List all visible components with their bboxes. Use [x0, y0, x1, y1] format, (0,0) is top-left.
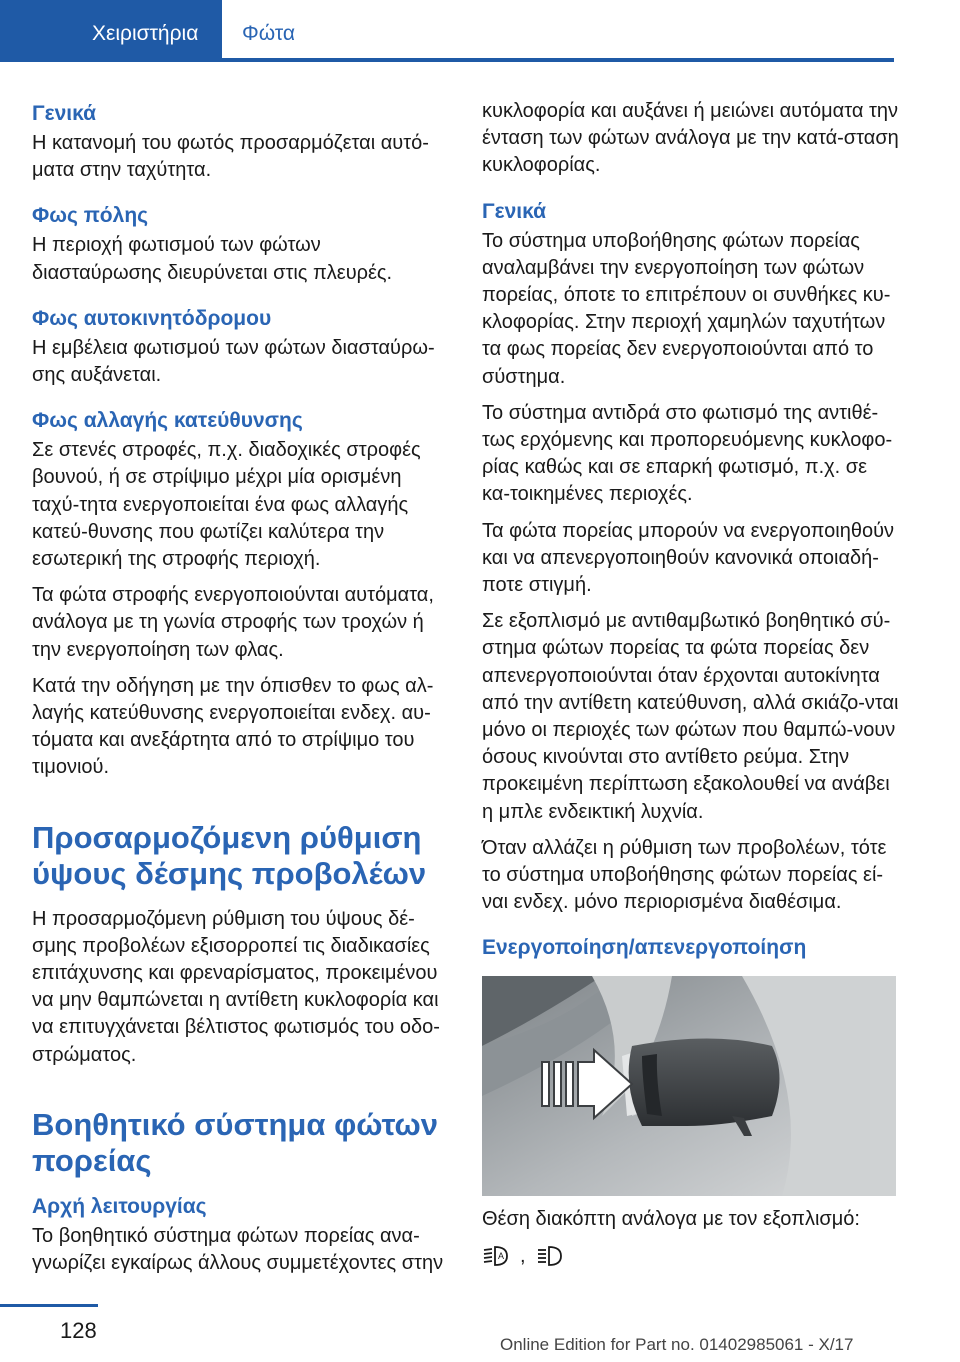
right-column — [482, 98, 900, 1270]
heading-highway-light: Φως αυτοκινητόδρομου — [32, 306, 272, 330]
stalk-switch-illustration — [482, 976, 896, 1196]
heading-principle: Αρχή λειτουργίας — [32, 1194, 207, 1218]
header-underline — [0, 58, 894, 62]
header-tabs — [0, 0, 960, 62]
paragraph: κυκλοφορία και αυξάνει ή μειώνει αυτόματα την ένταση των φώτων ανάλογα με την κατά-σταση κυκλοφορίας. — [482, 100, 899, 177]
edition-note: Online Edition for Part no. 01402985061 - X/17 — [500, 1335, 854, 1354]
high-beam-assistant-icon — [482, 1244, 510, 1268]
heading-general-2: Γενικά — [482, 199, 547, 223]
paragraph: Τα φώτα στροφής ενεργοποιούνται αυτόματα, ανάλογα με τη γωνία στροφής των τροχών ή την ενεργοποίηση των φλας. — [32, 584, 434, 661]
tab-controls[interactable]: Χειριστήρια — [92, 22, 199, 45]
left-column — [32, 98, 452, 1286]
stalk-switch-photo — [482, 976, 896, 1196]
svg-text:A: A — [498, 1251, 505, 1262]
heading-general: Γενικά — [32, 102, 97, 125]
inactive-tab-background — [222, 0, 894, 62]
paragraph: Τα φώτα πορείας μπορούν να ενεργοποιηθούν και να απενεργοποιηθούν κανονικά οποιαδή-ποτε στιγμή. — [482, 519, 895, 597]
page-number: 128 — [60, 1318, 97, 1343]
paragraph: Όταν αλλάζει η ρύθμιση των προβολέων, τότε το σύστημα υποβοήθησης φώτων πορείας εί-ναι ενδεχ. μόνο περιορισμένα διαθέσιμα. — [482, 836, 887, 914]
icon-separator: , — [520, 1244, 526, 1267]
paragraph: Το σύστημα αντιδρά στο φωτισμό της αντιθέ-τως ερχόμενης και προπορευόμενης κυκλοφο-ρίας καθώς και σε επαρκή φωτισμό, π.χ. σε κα-τοικημένες περιοχές. — [482, 401, 893, 506]
heading-cornering-light: Φως αλλαγής κατεύθυνσης — [32, 409, 303, 433]
paragraph: Κατά την οδήγηση με την όπισθεν το φως αλ-λαγής κατεύθυνσης ενεργοποιείται ενδεχ. αυ-τόματα και ανεξάρτητα από το στρίψιμο του τιμονιού. — [32, 674, 434, 779]
paragraph: Η εμβέλεια φωτισμού των φώτων διασταύρω-σης αυξάνεται. — [32, 336, 435, 387]
switch-position-icons — [482, 1243, 900, 1270]
paragraph: Η κατανομή του φωτός προσαρμόζεται αυτό-ματα στην ταχύτητα. — [32, 132, 429, 182]
paragraph: Σε εξοπλισμό με αντιθαμβωτικό βοηθητικό σύ-στημα φώτων πορείας τα φώτα πορείας δεν απενεργοποιούνται όταν έρχονται αυτοκίνητα από την αντίθετη κατεύθυνση, αλλά σκιάζο-νται μόνο οι περιοχές των φώτων που θαμπώ-νουν όσους κινούνται στο αντίθετο ρεύμα. Στην προκειμένη περίπτωση εξακολουθεί να ανάβει η μπλε ενδεικτική λυχνία. — [482, 610, 899, 823]
paragraph: Η περιοχή φωτισμού των φώτων διασταύρωσης διευρύνεται στις πλευρές. — [32, 234, 393, 284]
tab-lights[interactable]: Φώτα — [242, 22, 295, 45]
figure-caption: Θέση διακόπτη ανάλογα με τον εξοπλισμό: — [482, 1208, 860, 1231]
footer-rule — [0, 1304, 98, 1307]
high-beam-icon — [536, 1244, 564, 1268]
paragraph: Το σύστημα υποβοήθησης φώτων πορείας αναλαμβάνει την ενεργοποίηση των φώτων πορείας, όποτε το επιτρέπουν οι συνθήκες κυ-κλοφορίας. Στην περιοχή χαμηλών ταχυτήτων τα φως πορείας δεν ενεργοποιούνται από το σύστημα. — [482, 229, 891, 388]
section-title-headlight-range: Προσαρμοζόμενη ρύθμιση ύψους δέσμης προβολέων — [32, 819, 427, 891]
heading-city-light: Φως πόλης — [32, 204, 149, 228]
section-title-high-beam-assistant: Βοηθητικό σύστημα φώτων πορείας — [32, 1106, 438, 1178]
paragraph: Η προσαρμοζόμενη ρύθμιση του ύψους δέ-σμης προβολέων εξισορροπεί τις διαδικασίες επιτάχυνσης και φρεναρίσματος, προκειμένου να μην θαμπώνεται η αντίθετη κυκλοφορία και να επιτυγχάνεται βέλτιστος φωτισμός του οδο-στρώματος. — [32, 907, 440, 1066]
paragraph: Σε στενές στροφές, π.χ. διαδοχικές στροφές βουνού, ή σε στρίψιμο μέχρι μία ορισμένη ταχύ-τητα ενεργοποιείται ένα φως αλλαγής κατεύ-θυνσης που φωτίζει καλύτερα την εσωτερική της στροφής περιοχή. — [32, 439, 421, 571]
paragraph: Το βοηθητικό σύστημα φώτων πορείας ανα-γνωρίζει εγκαίρως άλλους συμμετέχοντες στην — [32, 1224, 444, 1275]
heading-activation: Ενεργοποίηση/απενεργοποίηση — [482, 936, 807, 960]
